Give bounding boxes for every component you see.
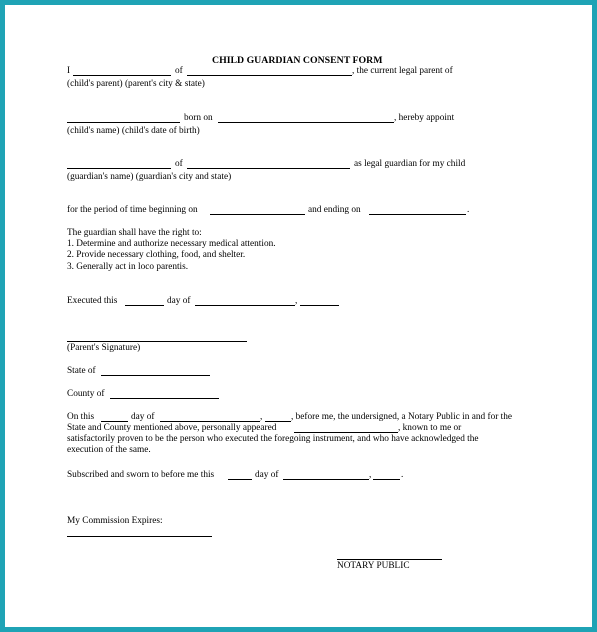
period-end-blank[interactable] [369,214,466,215]
guardian-city-state-blank[interactable] [187,168,350,169]
line2-end: , hereby appoint [394,113,455,123]
notary-before-me: , before me, the undersigned, a Notary Public in and for the [291,412,512,422]
parent-signature-line[interactable] [67,341,247,342]
subscribed-comma: , [369,470,372,480]
notary-line3: satisfactorily proven to be the person who executed the foregoing instrument, and who have acknowledged the [67,434,479,444]
notary-signature-line[interactable] [337,559,442,560]
subscribed-start: Subscribed and sworn to before me this [67,470,215,480]
county-blank[interactable] [110,398,219,399]
subscribed-month-blank[interactable] [283,479,369,480]
notary-on-this: On this [67,412,95,422]
parent-city-state-blank[interactable] [187,75,352,76]
child-dob-blank[interactable] [218,122,394,123]
notary-public-label: NOTARY PUBLIC [337,561,410,571]
state-blank[interactable] [101,375,210,376]
right-item: 2. Provide necessary clothing, food, and shelter. [67,250,246,260]
subscribed-year-blank[interactable] [373,479,400,480]
executed-comma: , [295,296,298,306]
executed-month-blank[interactable] [195,305,295,306]
right-item: 1. Determine and authorize necessary medical attention. [67,239,276,249]
executed-year-blank[interactable] [300,305,339,306]
line1-end: , the current legal parent of [352,66,453,76]
state-label: State of [67,366,96,376]
county-label: County of [67,389,105,399]
notary-day-blank[interactable] [101,421,128,422]
executed-day-of: day of [167,296,191,306]
subscribed-day-blank[interactable] [228,479,252,480]
notary-line2-start: State and County mentioned above, personally appeared [67,423,277,433]
line3-end: as legal guardian for my child [354,159,466,169]
subscribed-day-of: day of [255,470,279,480]
notary-comma: , [260,412,263,422]
executed-day-blank[interactable] [125,305,164,306]
parent-name-blank[interactable] [73,75,171,76]
commission-date-line[interactable] [67,536,212,537]
guardian-name-blank[interactable] [67,168,171,169]
period-start: for the period of time beginning on [67,205,198,215]
subscribed-end: . [401,470,404,480]
notary-day-of: day of [131,412,155,422]
child-name-blank[interactable] [67,122,180,123]
form-title: CHILD GUARDIAN CONSENT FORM [212,55,383,66]
appeared-person-blank[interactable] [294,432,398,433]
notary-month-blank[interactable] [160,421,260,422]
commission-label: My Commission Expires: [67,516,163,526]
line2-born-on: born on [184,113,213,123]
line2-caption: (child's name) (child's date of birth) [67,126,200,136]
executed-start: Executed this [67,296,118,306]
line1-of: of [175,66,183,76]
line1-caption: (child's parent) (parent's city & state) [67,79,205,89]
rights-heading: The guardian shall have the right to: [67,228,202,238]
signature-caption: (Parent's Signature) [67,343,141,353]
line3-caption: (guardian's name) (guardian's city and state) [67,172,232,182]
right-item: 3. Generally act in loco parentis. [67,262,189,272]
notary-line2-end: , known to me or [398,423,462,433]
period-begin-blank[interactable] [210,214,305,215]
notary-line4: execution of the same. [67,445,151,455]
notary-year-blank[interactable] [265,421,291,422]
line3-of: of [175,159,183,169]
period-end: . [467,205,470,215]
line1-start: I [67,66,71,76]
period-mid: and ending on [308,205,361,215]
